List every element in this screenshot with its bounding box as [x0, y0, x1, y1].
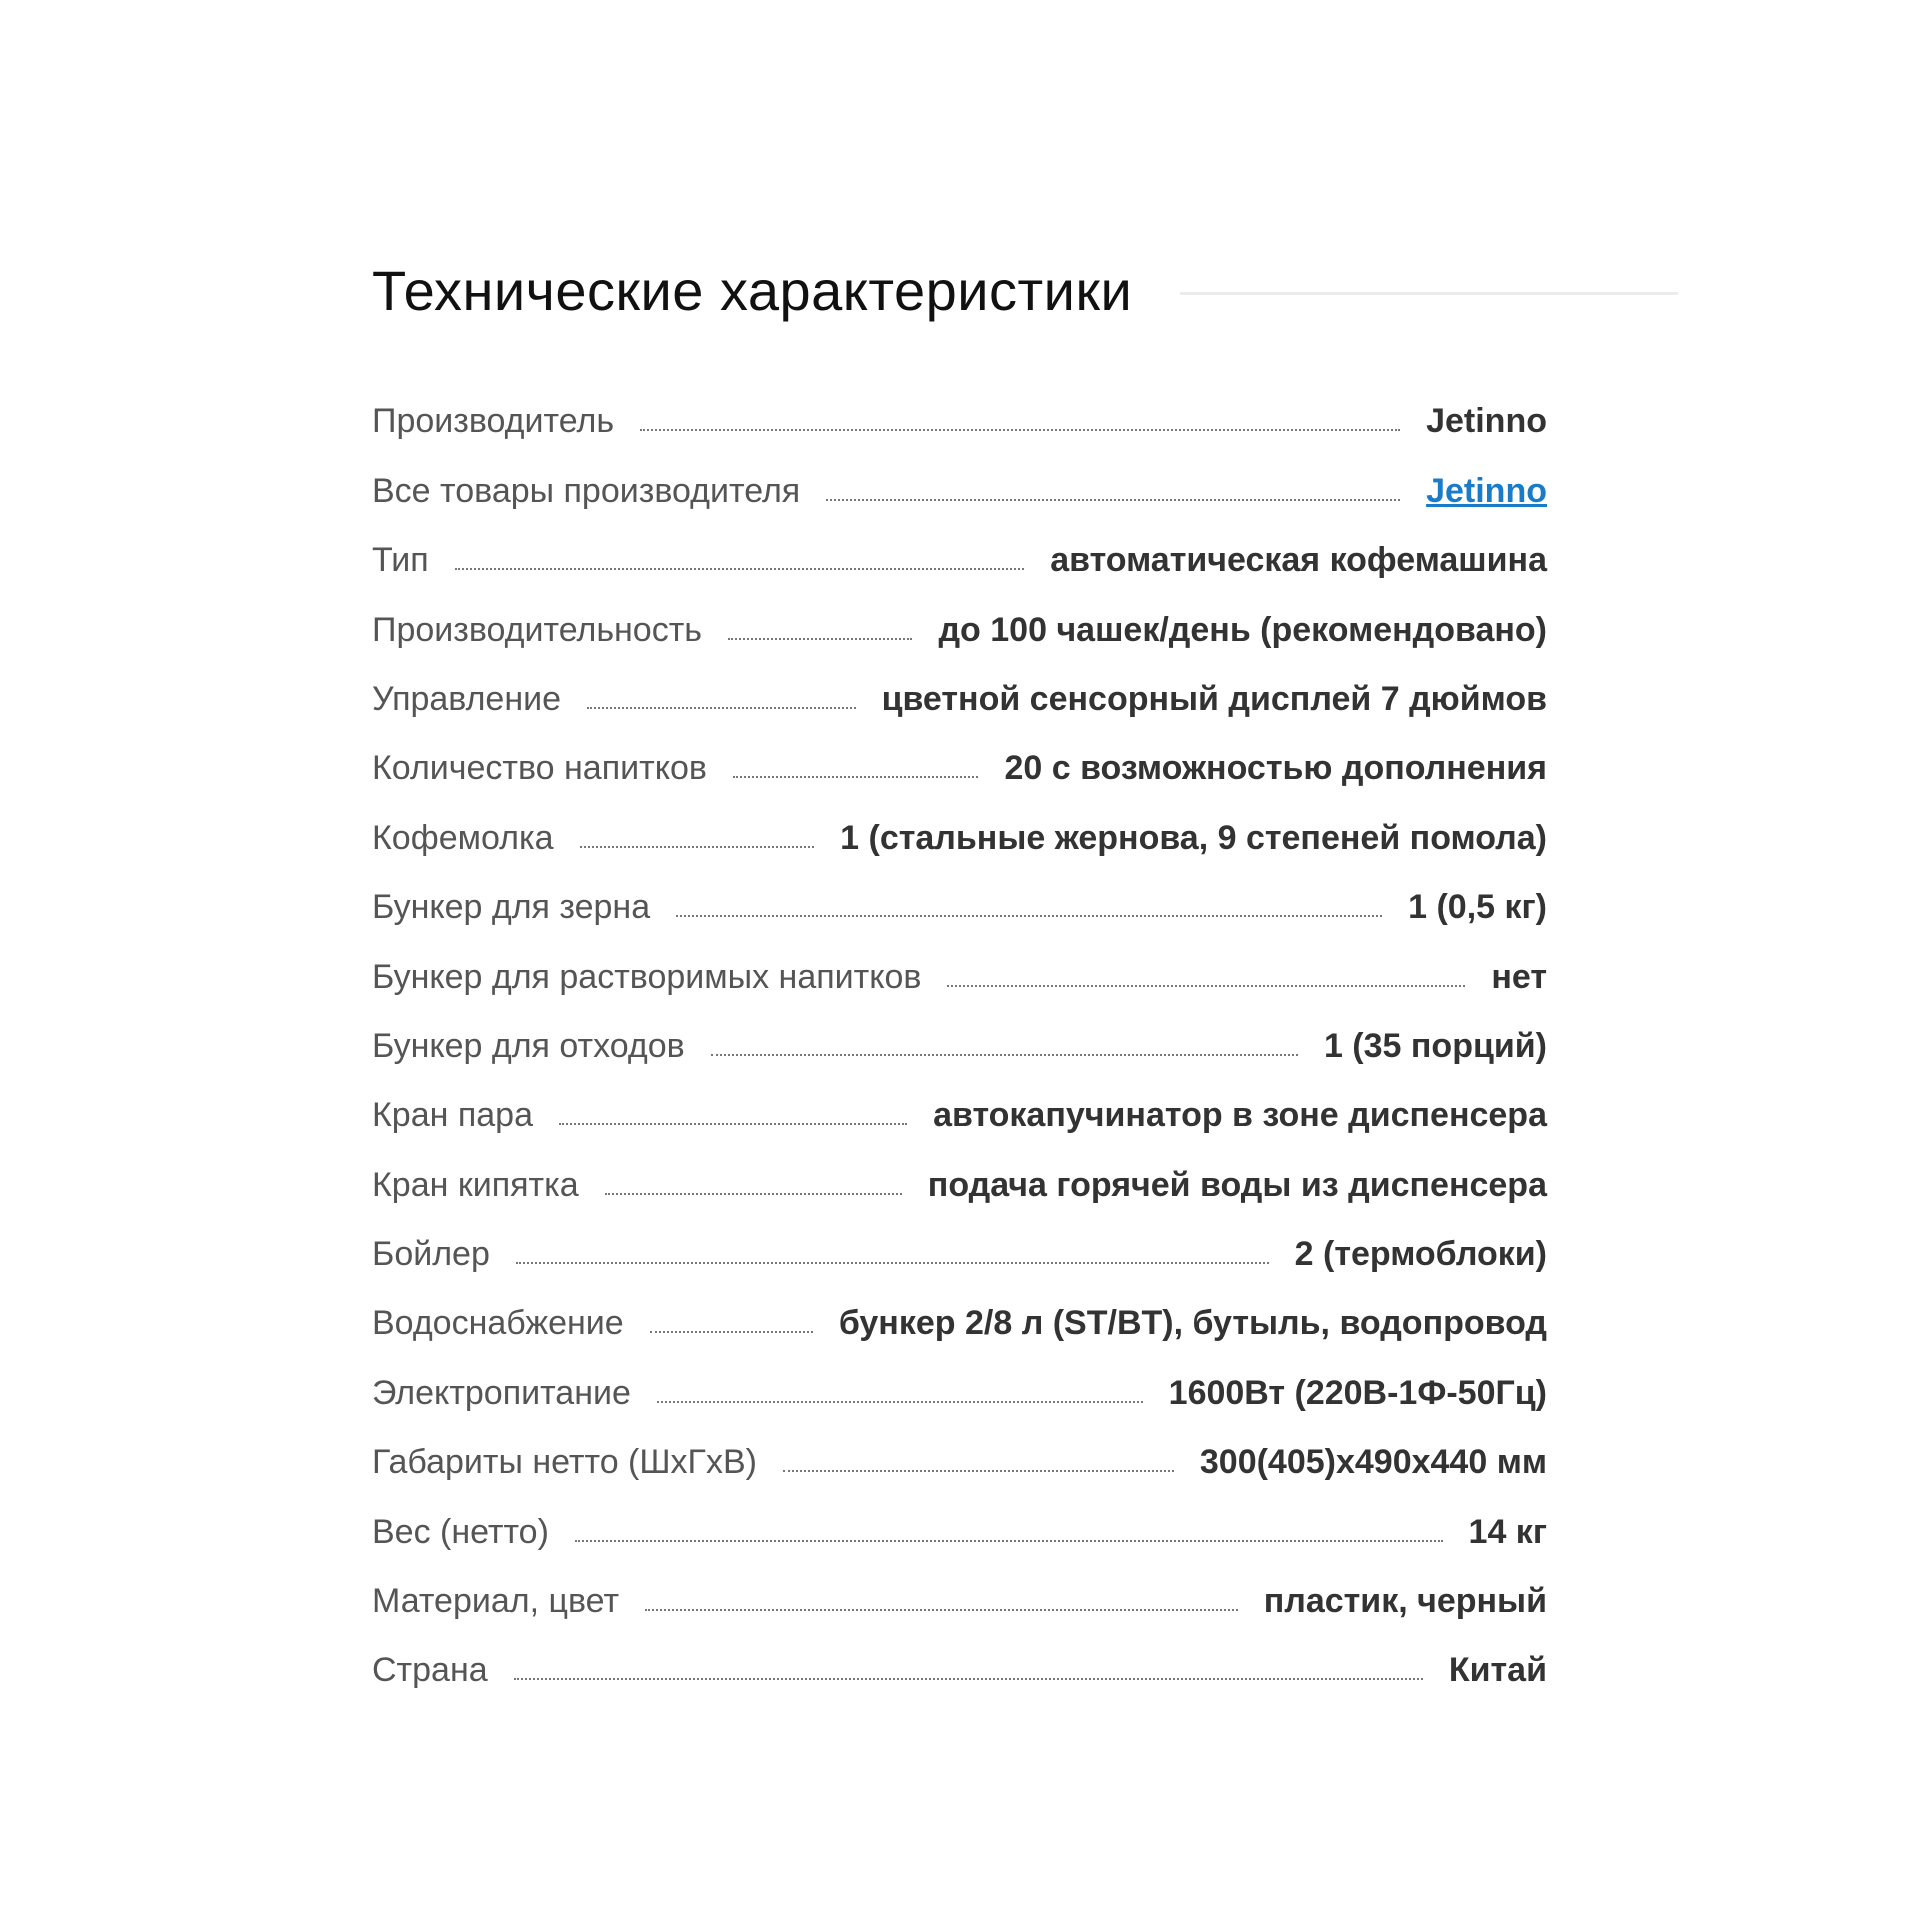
dotted-leader [947, 985, 1465, 987]
spec-value: 2 (термоблоки) [1294, 1235, 1547, 1274]
spec-row [372, 1413, 1547, 1482]
dotted-leader [587, 707, 856, 709]
spec-row [372, 511, 1547, 580]
spec-row [372, 927, 1547, 996]
spec-label: Страна [372, 1651, 488, 1690]
spec-value: подача горячей воды из диспенсера [927, 1165, 1547, 1204]
specs-list [372, 372, 1547, 1690]
spec-label: Бойлер [372, 1235, 490, 1274]
spec-label: Производитель [372, 402, 615, 441]
spec-value: 1 (стальные жернова, 9 степеней помола) [840, 818, 1547, 857]
section-title: Технические характеристики [372, 259, 1133, 322]
dotted-leader [826, 499, 1400, 501]
dotted-leader [575, 1540, 1443, 1542]
spec-value: нет [1491, 957, 1547, 996]
spec-value: Jetinno [1426, 402, 1547, 441]
spec-row [372, 719, 1547, 788]
spec-label: Кран кипятка [372, 1165, 579, 1204]
spec-label: Вес (нетто) [372, 1512, 549, 1551]
spec-row [372, 1621, 1547, 1690]
spec-row [372, 997, 1547, 1066]
dotted-leader [657, 1401, 1143, 1403]
spec-row [372, 1205, 1547, 1274]
dotted-leader [605, 1193, 902, 1195]
dotted-leader [676, 915, 1382, 917]
spec-label: Бункер для отходов [372, 1026, 685, 1065]
spec-row [372, 1274, 1547, 1343]
dotted-leader [580, 846, 815, 848]
spec-row [372, 372, 1547, 441]
spec-label: Тип [372, 541, 429, 580]
title-divider [1180, 292, 1678, 295]
dotted-leader [645, 1609, 1238, 1611]
dotted-leader [559, 1123, 907, 1125]
spec-row [372, 858, 1547, 927]
spec-row [372, 1066, 1547, 1135]
dotted-leader [455, 568, 1025, 570]
spec-value: до 100 чашек/день (рекомендовано) [938, 610, 1547, 649]
spec-row [372, 1343, 1547, 1412]
spec-value: пластик, черный [1263, 1582, 1547, 1621]
dotted-leader [514, 1678, 1423, 1680]
spec-value: автоматическая кофемашина [1050, 541, 1547, 580]
spec-value: 1600Вт (220В-1Ф-50Гц) [1168, 1373, 1547, 1412]
dotted-leader [516, 1262, 1269, 1264]
spec-row [372, 1135, 1547, 1204]
spec-value: Китай [1448, 1651, 1547, 1690]
spec-label: Количество напитков [372, 749, 707, 788]
spec-value: бункер 2/8 л (ST/BT), бутыль, водопровод [838, 1304, 1547, 1343]
spec-label: Водоснабжение [372, 1304, 624, 1343]
dotted-leader [640, 429, 1400, 431]
spec-label: Кофемолка [372, 818, 554, 857]
spec-label: Все товары производителя [372, 471, 801, 510]
spec-label: Производительность [372, 610, 703, 649]
spec-label: Кран пара [372, 1096, 533, 1135]
spec-label: Бункер для растворимых напитков [372, 957, 922, 996]
spec-value: 20 с возможностью дополнения [1004, 749, 1547, 788]
dotted-leader [728, 638, 912, 640]
spec-label: Электропитание [372, 1373, 631, 1412]
spec-value: 300(405)х490х440 мм [1199, 1443, 1547, 1482]
spec-row [372, 441, 1547, 510]
spec-value: автокапучинатор в зоне диспенсера [933, 1096, 1547, 1135]
spec-label: Бункер для зерна [372, 888, 651, 927]
spec-value: 1 (35 порций) [1323, 1026, 1547, 1065]
section-header [372, 258, 1678, 323]
dotted-leader [733, 776, 979, 778]
spec-value: цветной сенсорный дисплей 7 дюймов [881, 679, 1547, 718]
manufacturer-link[interactable]: Jetinno [1426, 471, 1547, 510]
spec-row [372, 1482, 1547, 1551]
spec-value: 14 кг [1468, 1512, 1547, 1551]
spec-row [372, 650, 1547, 719]
spec-value: 1 (0,5 кг) [1408, 888, 1547, 927]
dotted-leader [650, 1331, 813, 1333]
spec-label: Материал, цвет [372, 1582, 620, 1621]
spec-row [372, 580, 1547, 649]
spec-row [372, 1552, 1547, 1621]
dotted-leader [783, 1470, 1174, 1472]
spec-row [372, 788, 1547, 857]
spec-label: Управление [372, 679, 562, 718]
spec-label: Габариты нетто (ШхГхВ) [372, 1443, 757, 1482]
dotted-leader [711, 1054, 1298, 1056]
